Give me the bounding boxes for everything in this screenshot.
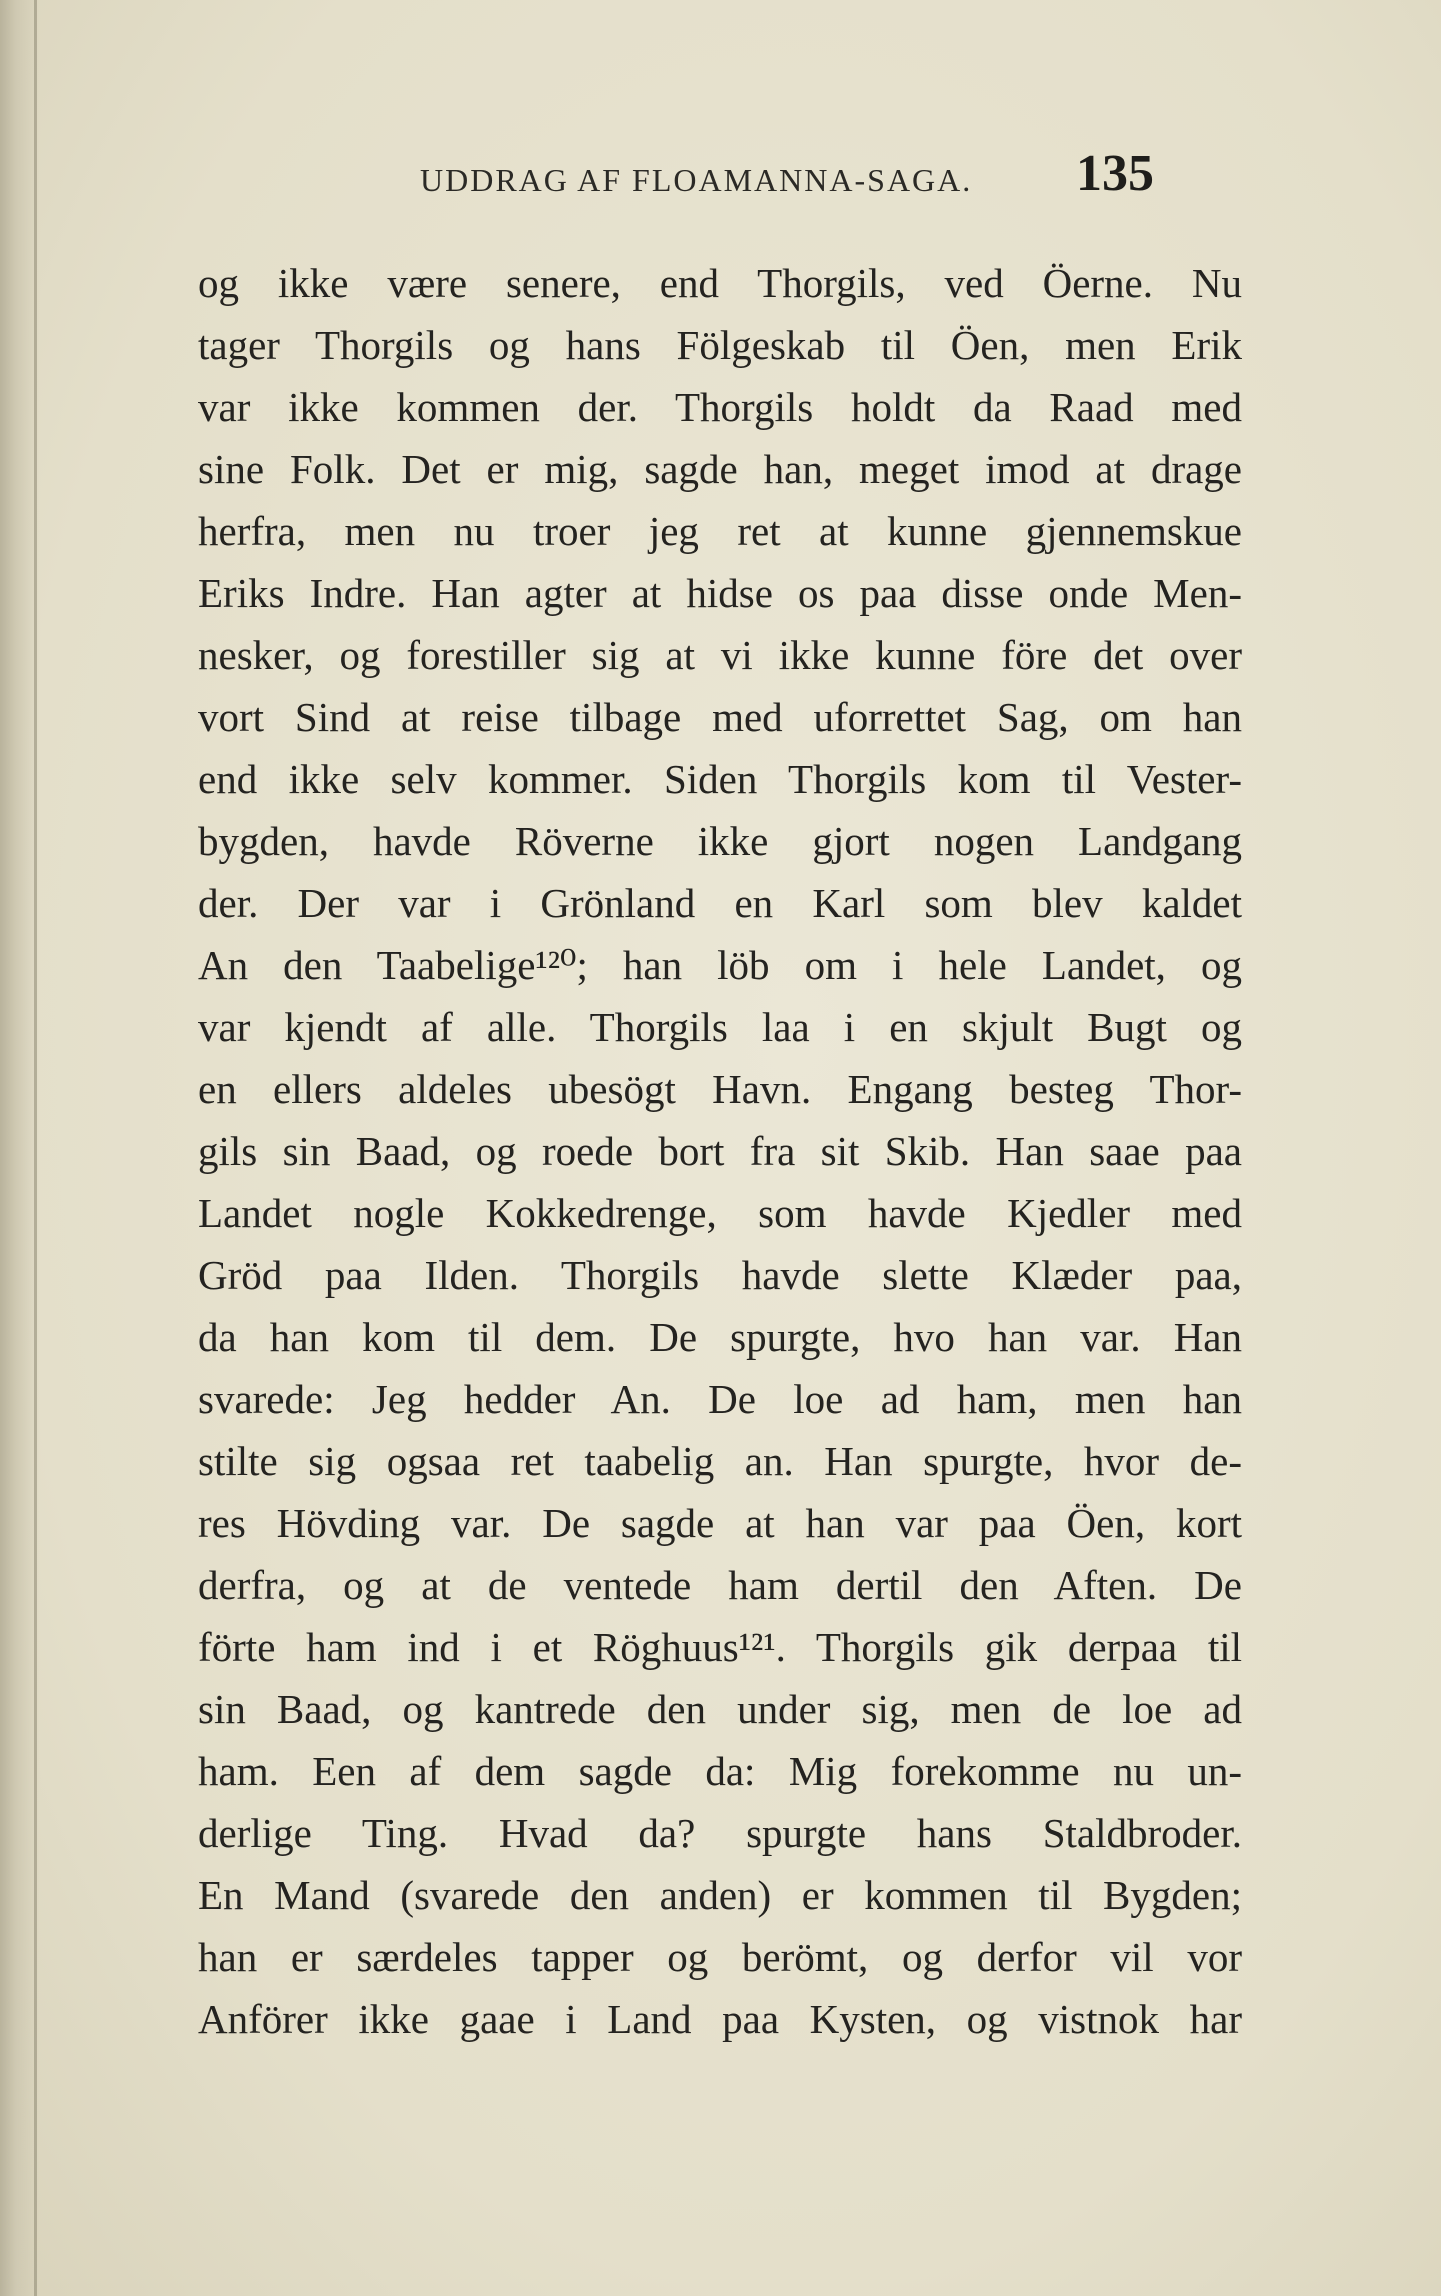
running-title: UDDRAG AF FLOAMANNA-SAGA. [420,162,973,198]
text-line: Gröd paa Ilden. Thorgils havde slette Klæder paa, [198,1252,1242,1298]
text-line: bygden, havde Röverne ikke gjort nogen Landgang [198,818,1242,864]
text-line: derfra, og at de ventede ham dertil den Aften. De [198,1562,1242,1608]
text-line: tager Thorgils og hans Fölgeskab til Öen, men Erik [198,322,1242,368]
text-line: herfra, men nu troer jeg ret at kunne gjennemskue [198,508,1242,554]
text-line: res Hövding var. De sagde at han var paa Öen, kort [198,1500,1242,1546]
page-header [198,140,1242,220]
text-line: gils sin Baad, og roede bort fra sit Skib. Han saae paa [198,1128,1242,1174]
text-line: sin Baad, og kantrede den under sig, men de loe ad [198,1686,1242,1732]
text-line: ham. Een af dem sagde da: Mig forekomme nu un- [198,1748,1242,1794]
text-line: der. Der var i Grönland en Karl som blev kaldet [198,880,1242,926]
text-line: sine Folk. Det er mig, sagde han, meget imod at drage [198,446,1242,492]
text-line: end ikke selv kommer. Siden Thorgils kom til Vester- [198,756,1242,802]
text-line: svarede: Jeg hedder An. De loe ad ham, men han [198,1376,1242,1422]
text-line: Anförer ikke gaae i Land paa Kysten, og vistnok har [198,1996,1242,2042]
text-line: en ellers aldeles ubesögt Havn. Engang besteg Thor- [198,1066,1242,1112]
text-line: da han kom til dem. De spurgte, hvo han var. Han [198,1314,1242,1360]
page-number: 135 [1076,145,1154,202]
text-line: En Mand (svarede den anden) er kommen til Bygden; [198,1872,1242,1918]
text-line: An den Taabelige¹²⁰; han löb om i hele Landet, og [198,942,1242,988]
text-line: var ikke kommen der. Thorgils holdt da Raad med [198,384,1242,430]
text-line: og ikke være senere, end Thorgils, ved Öerne. Nu [198,260,1242,306]
body-text [198,252,1242,2050]
text-line: förte ham ind i et Röghuus¹²¹. Thorgils gik derpaa til [198,1624,1242,1670]
gutter-edge [34,0,37,2296]
text-line: Landet nogle Kokkedrenge, som havde Kjedler med [198,1190,1242,1236]
text-line: han er særdeles tapper og berömt, og derfor vil vor [198,1934,1242,1980]
text-line: Eriks Indre. Han agter at hidse os paa disse onde Men- [198,570,1242,616]
text-line: var kjendt af alle. Thorgils laa i en skjult Bugt og [198,1004,1242,1050]
text-line: vort Sind at reise tilbage med uforrettet Sag, om han [198,694,1242,740]
text-line: derlige Ting. Hvad da? spurgte hans Staldbroder. [198,1810,1242,1856]
text-line: stilte sig ogsaa ret taabelig an. Han spurgte, hvor de- [198,1438,1242,1484]
text-line: nesker, og forestiller sig at vi ikke kunne före det over [198,632,1242,678]
